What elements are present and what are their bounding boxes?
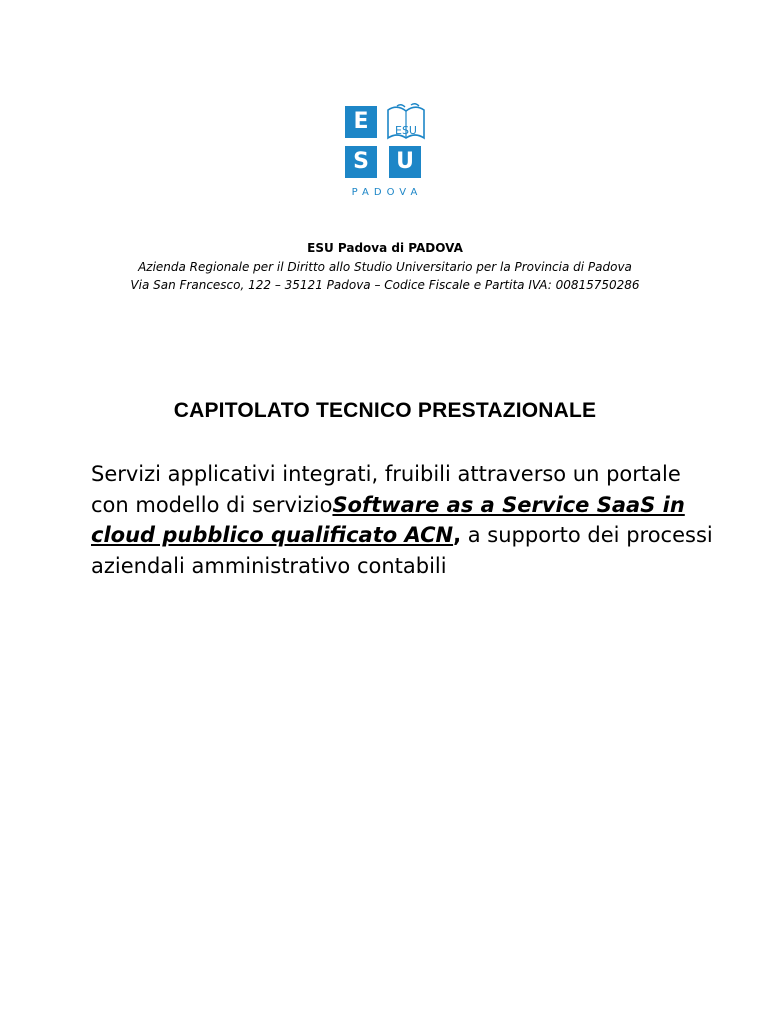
document-title: CAPITOLATO TECNICO PRESTAZIONALE [173, 399, 597, 422]
description-line-1: Servizi applicativi integrati, fruibili attraverso un portale [91, 462, 681, 486]
document-description [91, 459, 713, 581]
logo-caption: PADOVA [351, 187, 423, 198]
description-line-2-plain: con modello di servizio [91, 492, 333, 517]
description-line-2-emphasis: Software as a Service SaaS in [332, 492, 685, 517]
esu-padova-logo [345, 106, 427, 206]
logo-tile-s: S [345, 146, 377, 178]
description-line-2 [91, 490, 685, 521]
description-line-3-plain: a supporto dei processi [461, 523, 713, 547]
description-line-3-emphasis: cloud pubblico qualificato ACN [91, 523, 454, 547]
organization-description: Azienda Regionale per il Diritto allo Studio Universitario per la Provincia di Padova [138, 260, 632, 274]
organization-name: ESU Padova di PADOVA [307, 241, 463, 255]
description-line-3-comma: , [453, 523, 462, 547]
description-line-3 [91, 520, 713, 551]
logo-mark-label: ESU [395, 124, 417, 137]
logo-tile-u: U [389, 146, 421, 178]
logo-tiles [345, 106, 425, 181]
logo-tile-e: E [345, 106, 377, 138]
organization-address: Via San Francesco, 122 – 35121 Padova – Codice Fiscale e Partita IVA: 00815750286 [130, 278, 640, 292]
description-line-4: aziendali amministrativo contabili [91, 553, 447, 578]
